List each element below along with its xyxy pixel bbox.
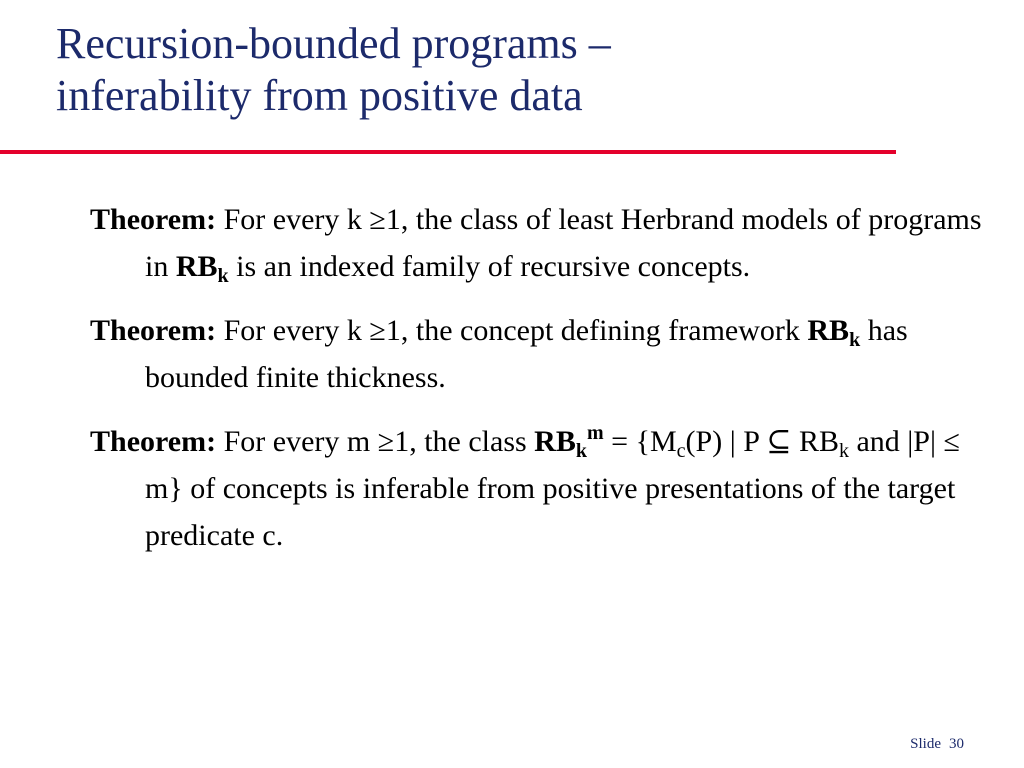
rb-subscript: k (849, 329, 861, 351)
title-line-2: inferability from positive data (56, 71, 583, 120)
rb-symbol (175, 250, 229, 287)
theorem-label: Theorem: (90, 314, 217, 347)
title-underline (0, 150, 896, 154)
theorem-text: = {M (603, 425, 677, 458)
rb-subscript: k (838, 440, 849, 462)
theorem-text: For every k (216, 314, 370, 347)
theorem-text: For every m (216, 425, 378, 458)
theorem-text: , the concept defining framework (400, 314, 808, 347)
rb-symbol (534, 422, 604, 462)
theorem-1 (90, 196, 990, 290)
theorem-text: is an indexed family of recursive concepts. (228, 250, 751, 283)
m-subscript: c (676, 440, 686, 462)
rb-text: RB (807, 314, 850, 347)
theorem-text: , the class (409, 425, 535, 458)
title-line-1: Recursion-bounded programs – (56, 19, 611, 68)
theorem-text: ≥1 (377, 425, 410, 458)
theorem-3 (90, 418, 990, 559)
theorem-label: Theorem: (90, 425, 217, 458)
rb-superscript: m (586, 422, 604, 444)
rb-symbol (807, 314, 861, 351)
rb-text: RB (534, 425, 576, 458)
slide-number: 30 (949, 736, 964, 752)
slide-footer (910, 736, 964, 753)
slide-body (90, 196, 990, 576)
subseteq-symbol: ⊆ (766, 425, 792, 458)
theorem-text: , the class of least Herbrand models of programs in (145, 203, 982, 283)
theorem-label: Theorem: (90, 203, 217, 236)
theorem-text: and |P| (848, 425, 944, 458)
theorem-text: m} of concepts is inferable from positive presentations of the target predicate c. (145, 472, 956, 552)
rb-subscript: k (217, 265, 229, 287)
le-symbol: ≤ (943, 425, 960, 458)
theorem-text: ≥1 (369, 314, 401, 347)
slide-title (56, 18, 956, 122)
theorem-2 (90, 307, 990, 401)
theorem-text: For every k (216, 203, 370, 236)
theorem-text: RB (791, 425, 839, 458)
rb-subscript: k (575, 440, 587, 462)
theorem-text: ≥1 (369, 203, 401, 236)
theorem-text: has bounded finite thickness. (145, 314, 908, 394)
theorem-text: (P) | P (685, 425, 767, 458)
slide-label: Slide (910, 736, 941, 752)
rb-text: RB (175, 250, 218, 283)
